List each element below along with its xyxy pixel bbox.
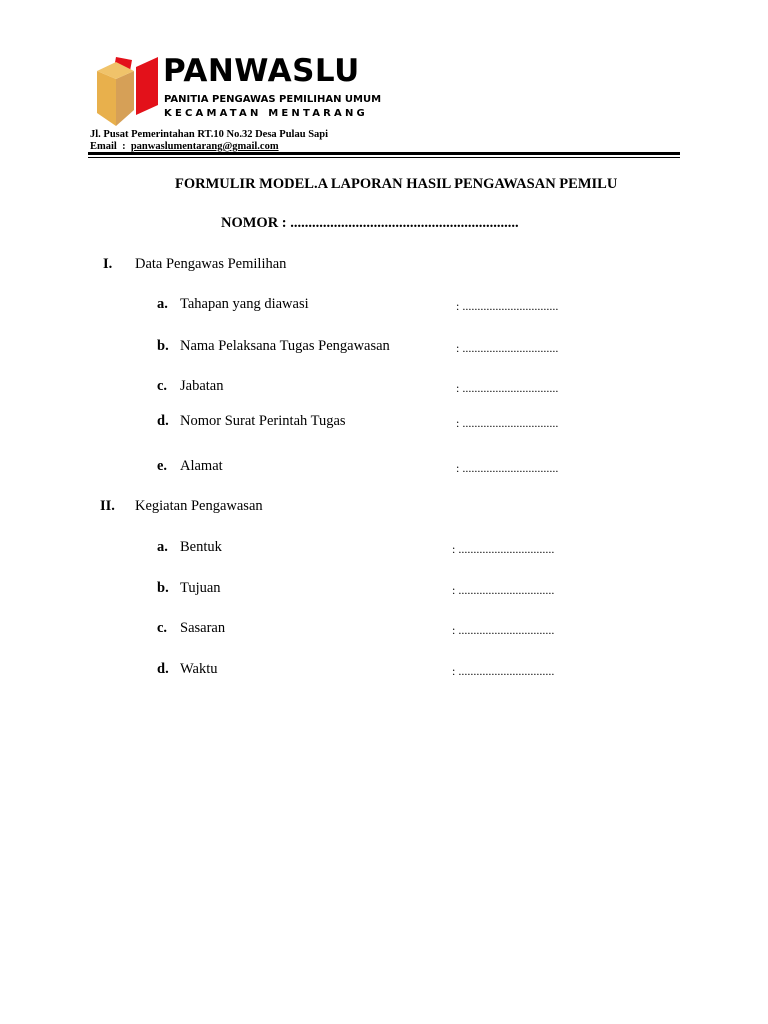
brand-subtitle: PANITIA PENGAWAS PEMILIHAN UMUM — [164, 94, 382, 105]
section-1-item-b-letter: b. — [157, 338, 169, 354]
brand-district: KECAMATAN MENTARANG — [164, 108, 368, 119]
header-divider-thin — [88, 157, 680, 158]
email-label: Email : — [90, 141, 131, 152]
section-2-item-b-label: Tujuan — [180, 580, 221, 596]
office-email — [90, 142, 279, 153]
section-1-item-a-value: : ................................ — [456, 299, 559, 313]
section-1-number: I. — [103, 256, 113, 272]
section-2-item-c-letter: c. — [157, 620, 168, 636]
section-2-item-d-value: : ................................ — [452, 664, 555, 678]
office-address: Jl. Pusat Pemerintahan RT.10 No.32 Desa Pulau Sapi — [90, 129, 329, 140]
section-1-item-c-letter: c. — [157, 378, 168, 394]
section-2-item-c-label: Sasaran — [180, 620, 226, 636]
section-1-item-e-letter: e. — [157, 458, 168, 474]
logo-box-left — [97, 71, 116, 126]
section-1-item-b-label: Nama Pelaksana Tugas Pengawasan — [180, 338, 390, 354]
panwaslu-logo — [94, 55, 158, 127]
section-2-item-a-value: : ................................ — [452, 542, 555, 556]
logo-box-right — [116, 71, 134, 126]
logo-red-bar — [136, 57, 158, 115]
form-number-field: NOMOR : ............................................................... — [221, 215, 519, 231]
section-1-item-e-label: Alamat — [180, 458, 223, 474]
section-1-title: Data Pengawas Pemilihan — [135, 256, 287, 272]
section-2-item-a-label: Bentuk — [180, 539, 222, 555]
section-1-item-c-label: Jabatan — [180, 378, 224, 394]
section-1-item-a-label: Tahapan yang diawasi — [180, 296, 309, 312]
email-address: panwaslumentarang@gmail.com — [130, 141, 279, 152]
section-2-item-b-letter: b. — [157, 580, 169, 596]
form-title: FORMULIR MODEL.A LAPORAN HASIL PENGAWASAN PEMILU — [175, 176, 618, 192]
header-divider-thick — [88, 152, 680, 155]
section-1-item-b-value: : ................................ — [456, 341, 559, 355]
section-1-item-d-label: Nomor Surat Perintah Tugas — [180, 413, 346, 429]
brand-name: PANWASLU — [163, 53, 360, 89]
section-2-item-d-letter: d. — [157, 661, 169, 677]
section-2-number: II. — [100, 498, 115, 514]
section-2-item-a-letter: a. — [157, 539, 168, 555]
section-2-item-d-label: Waktu — [180, 661, 218, 677]
section-2-title: Kegiatan Pengawasan — [135, 498, 263, 514]
section-1-item-e-value: : ................................ — [456, 461, 559, 475]
section-1-item-d-value: : ................................ — [456, 416, 559, 430]
section-2-item-b-value: : ................................ — [452, 583, 555, 597]
section-1-item-d-letter: d. — [157, 413, 169, 429]
section-1-item-a-letter: a. — [157, 296, 168, 312]
section-1-item-c-value: : ................................ — [456, 381, 559, 395]
section-2-item-c-value: : ................................ — [452, 623, 555, 637]
